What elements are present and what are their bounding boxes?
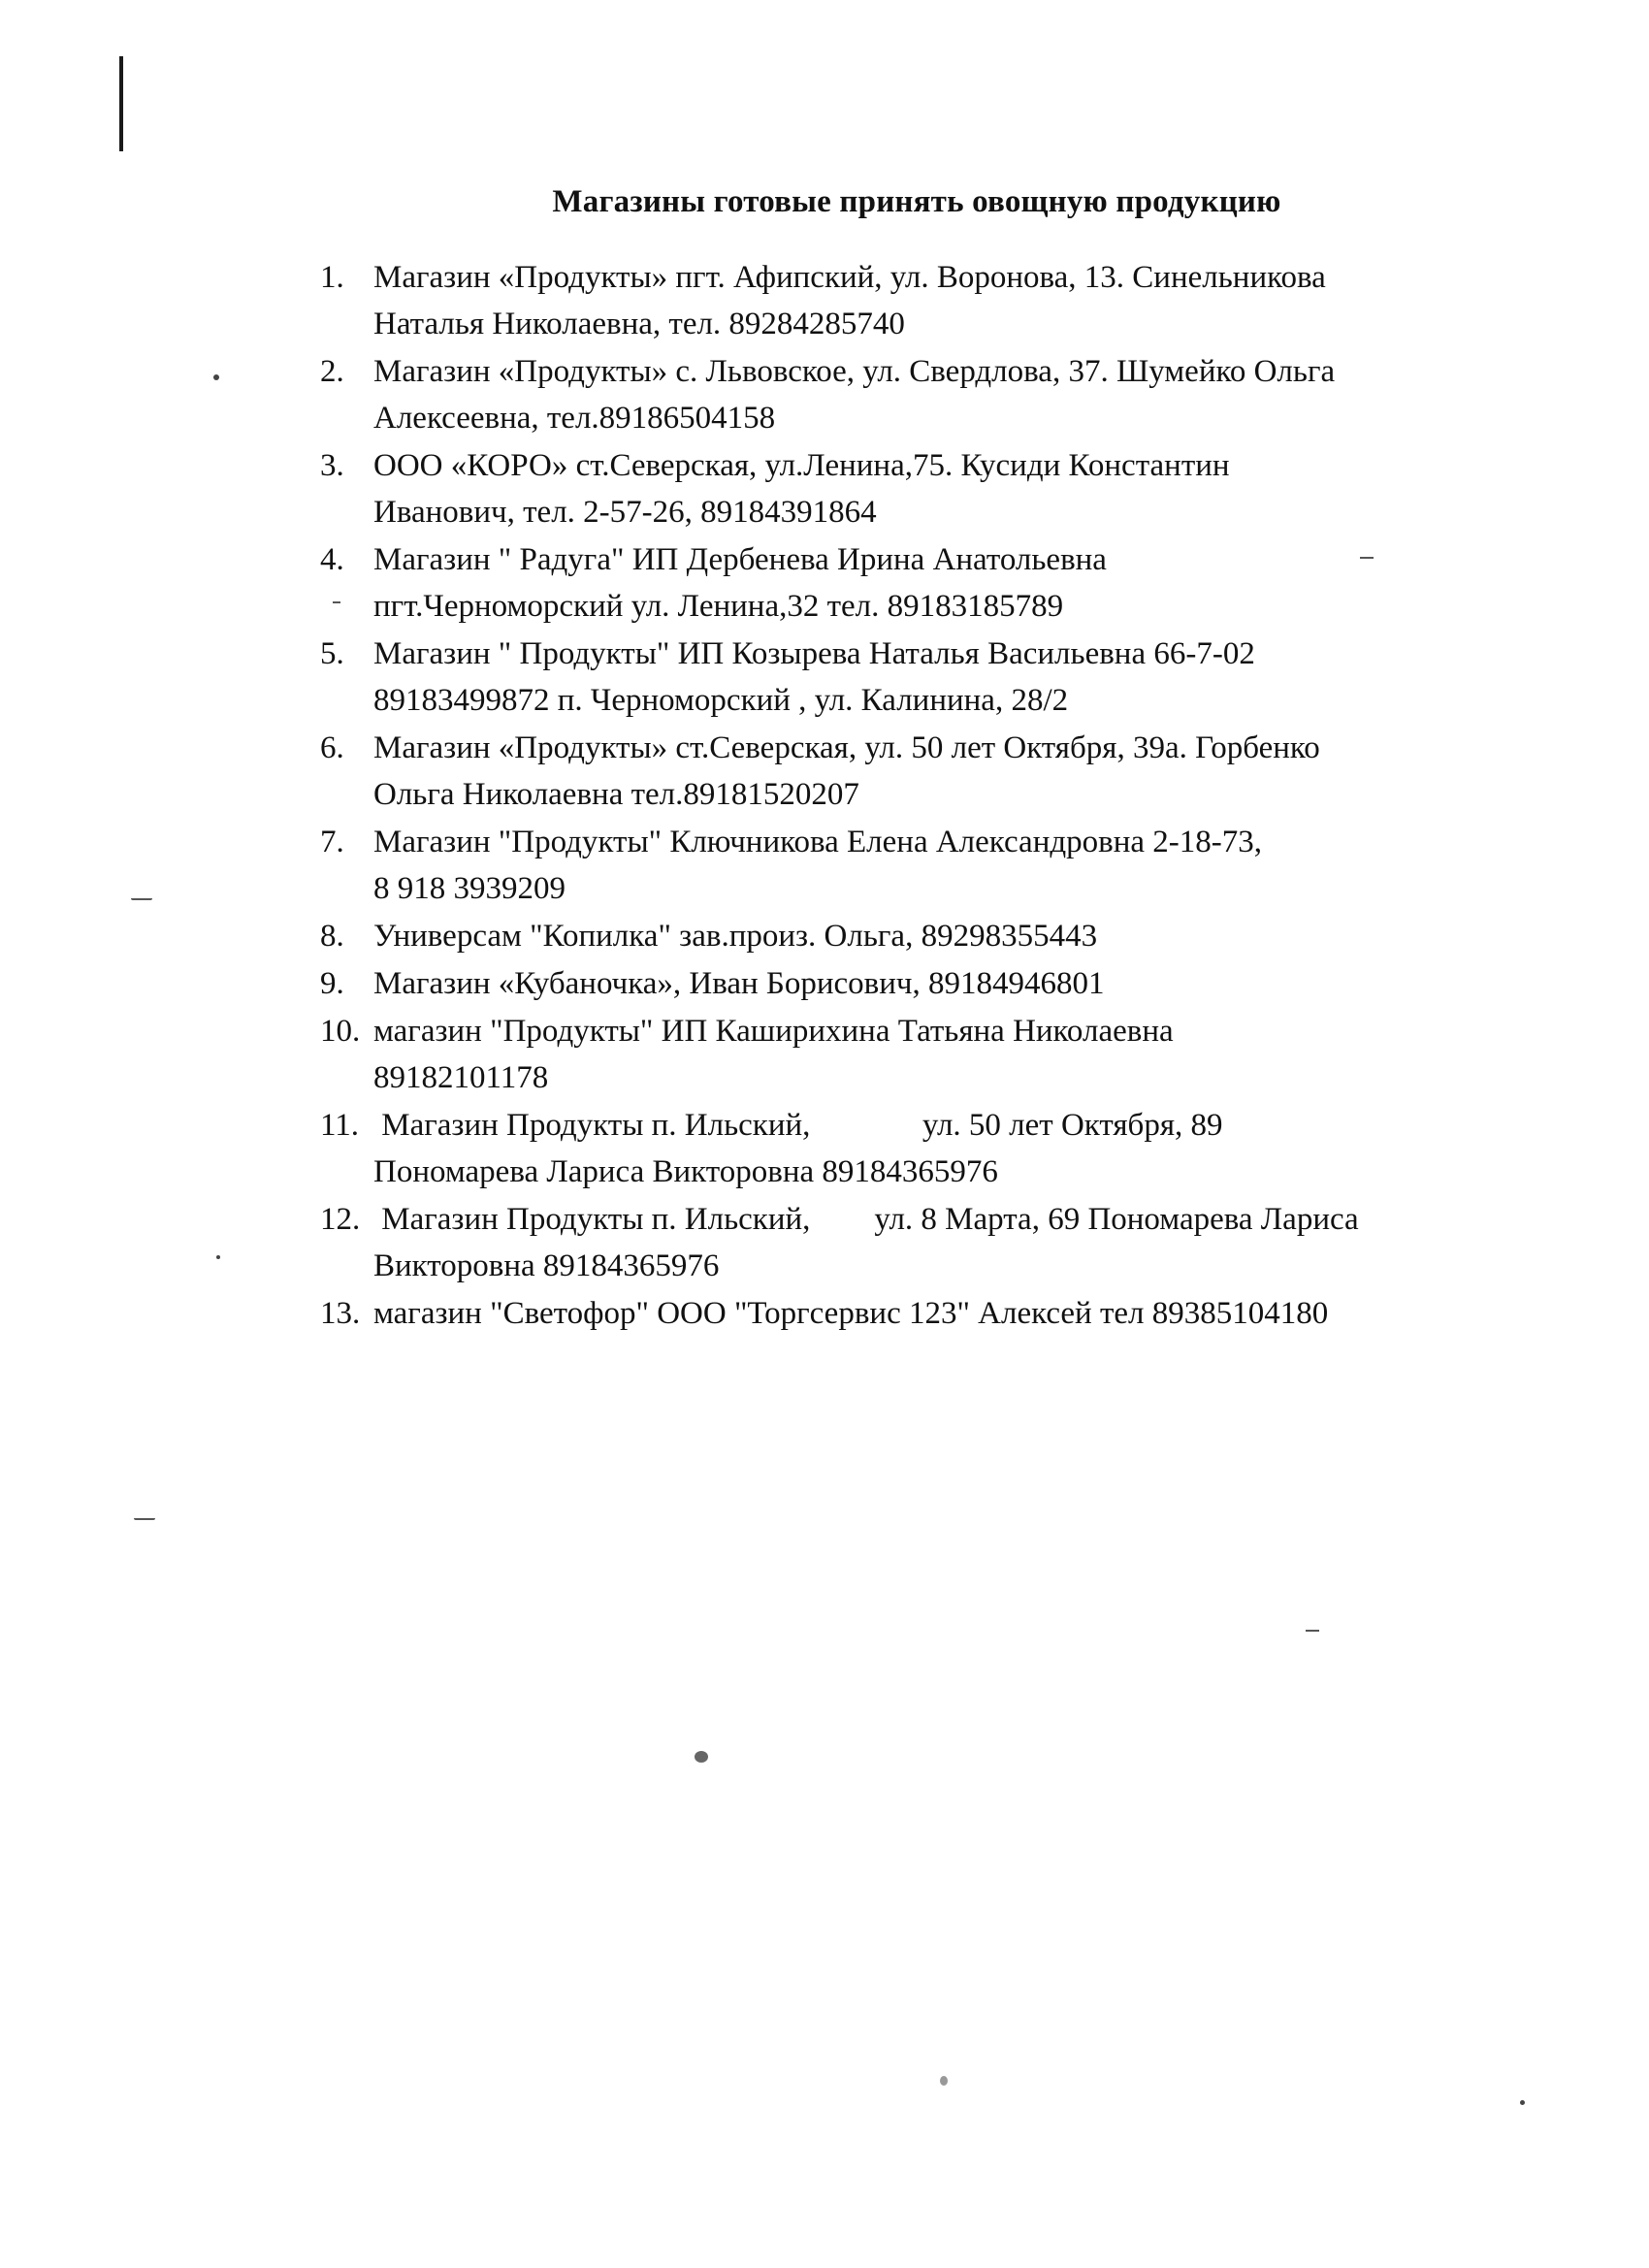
item-number: 4.: [320, 542, 344, 577]
item-text-line: магазин "Светофор" ООО "Торгсервис 123" Алексей тел 89385104180: [373, 1296, 1329, 1331]
scan-artifact: [134, 1518, 155, 1520]
item-text-line: Магазин Продукты п. Ильский, ул. 8 Марта, 69 Пономарева Лариса: [373, 1202, 1359, 1237]
list-item: [320, 254, 1552, 347]
item-number: 13.: [320, 1296, 361, 1331]
item-number: 12.: [320, 1202, 361, 1237]
list-item: [320, 536, 1552, 630]
item-text-line: Магазин Продукты п. Ильский, ул. 50 лет Октября, 89: [373, 1108, 1223, 1143]
list-item: [320, 631, 1552, 724]
item-text-line: Магазин " Радуга" ИП Дербенева Ирина Анатольевна: [373, 542, 1107, 577]
item-text-line: Магазин «Кубаночка», Иван Борисович, 89184946801: [373, 966, 1105, 1001]
scan-speck: [695, 1751, 708, 1763]
item-text-line: Магазин «Продукты» с. Львовское, ул. Свердлова, 37. Шумейко Ольга: [373, 354, 1336, 389]
list-item: [320, 913, 1552, 959]
item-text-line: Магазин «Продукты» ст.Северская, ул. 50 лет Октября, 39а. Горбенко: [373, 730, 1320, 765]
store-list: [320, 254, 1552, 1338]
document-title: Магазины готовые принять овощную продукцию: [552, 184, 1281, 219]
item-text-line: Пономарева Лариса Викторовна 89184365976: [373, 1154, 998, 1189]
item-text-line: 89182101178: [373, 1060, 549, 1095]
list-item: [320, 960, 1552, 1007]
item-text-line: Наталья Николаевна, тел. 89284285740: [373, 307, 905, 341]
scan-speck: [213, 374, 219, 380]
item-number: 11.: [320, 1108, 360, 1143]
item-text-line: Алексеевна, тел.89186504158: [373, 401, 776, 436]
list-item: [320, 1102, 1552, 1195]
item-text-line: Универсам "Копилка" зав.произ. Ольга, 89298355443: [373, 919, 1098, 954]
item-text-line: Магазин " Продукты" ИП Козырева Наталья Васильевна 66-7-02: [373, 636, 1255, 671]
list-item: [320, 1008, 1552, 1101]
list-item: [320, 819, 1552, 912]
scan-artifact: [1360, 557, 1374, 559]
item-text-line: Викторовна 89184365976: [373, 1248, 720, 1283]
list-item: [320, 1290, 1552, 1337]
item-number: 7.: [320, 825, 344, 859]
item-text-line: Магазин «Продукты» пгт. Афипский, ул. Воронова, 13. Синельникова: [373, 260, 1326, 295]
item-number: 5.: [320, 636, 344, 671]
list-item: [320, 725, 1552, 818]
item-text-line: магазин "Продукты" ИП Каширихина Татьяна Николаевна: [373, 1014, 1174, 1049]
scan-speck: [216, 1255, 220, 1259]
scan-speck: [940, 2076, 948, 2086]
item-number: 2.: [320, 354, 344, 389]
item-text-line: 8 918 3939209: [373, 871, 566, 906]
scan-artifact: [333, 601, 340, 603]
list-item: [320, 348, 1552, 441]
item-number: 1.: [320, 260, 344, 295]
item-number: 3.: [320, 448, 344, 483]
scan-margin-mark: [119, 56, 123, 151]
item-number: 8.: [320, 919, 344, 954]
scan-artifact: [131, 898, 152, 900]
item-text-line: 89183499872 п. Черноморский , ул. Калинина, 28/2: [373, 683, 1069, 718]
list-item: [320, 1196, 1552, 1289]
item-text-line: Иванович, тел. 2-57-26, 89184391864: [373, 495, 877, 530]
item-text-line: Ольга Николаевна тел.89181520207: [373, 777, 859, 812]
item-text-line: пгт.Черноморский ул. Ленина,32 тел. 89183185789: [373, 589, 1064, 624]
list-item: [320, 442, 1552, 535]
item-text-line: ООО «КОРО» ст.Северская, ул.Ленина,75. Кусиди Константин: [373, 448, 1230, 483]
item-number: 9.: [320, 966, 344, 1001]
scan-artifact: [1306, 1630, 1319, 1632]
item-text-line: Магазин "Продукты" Ключникова Елена Александровна 2-18-73,: [373, 825, 1263, 859]
item-number: 6.: [320, 730, 344, 765]
item-number: 10.: [320, 1014, 361, 1049]
scan-speck: [1520, 2100, 1525, 2105]
